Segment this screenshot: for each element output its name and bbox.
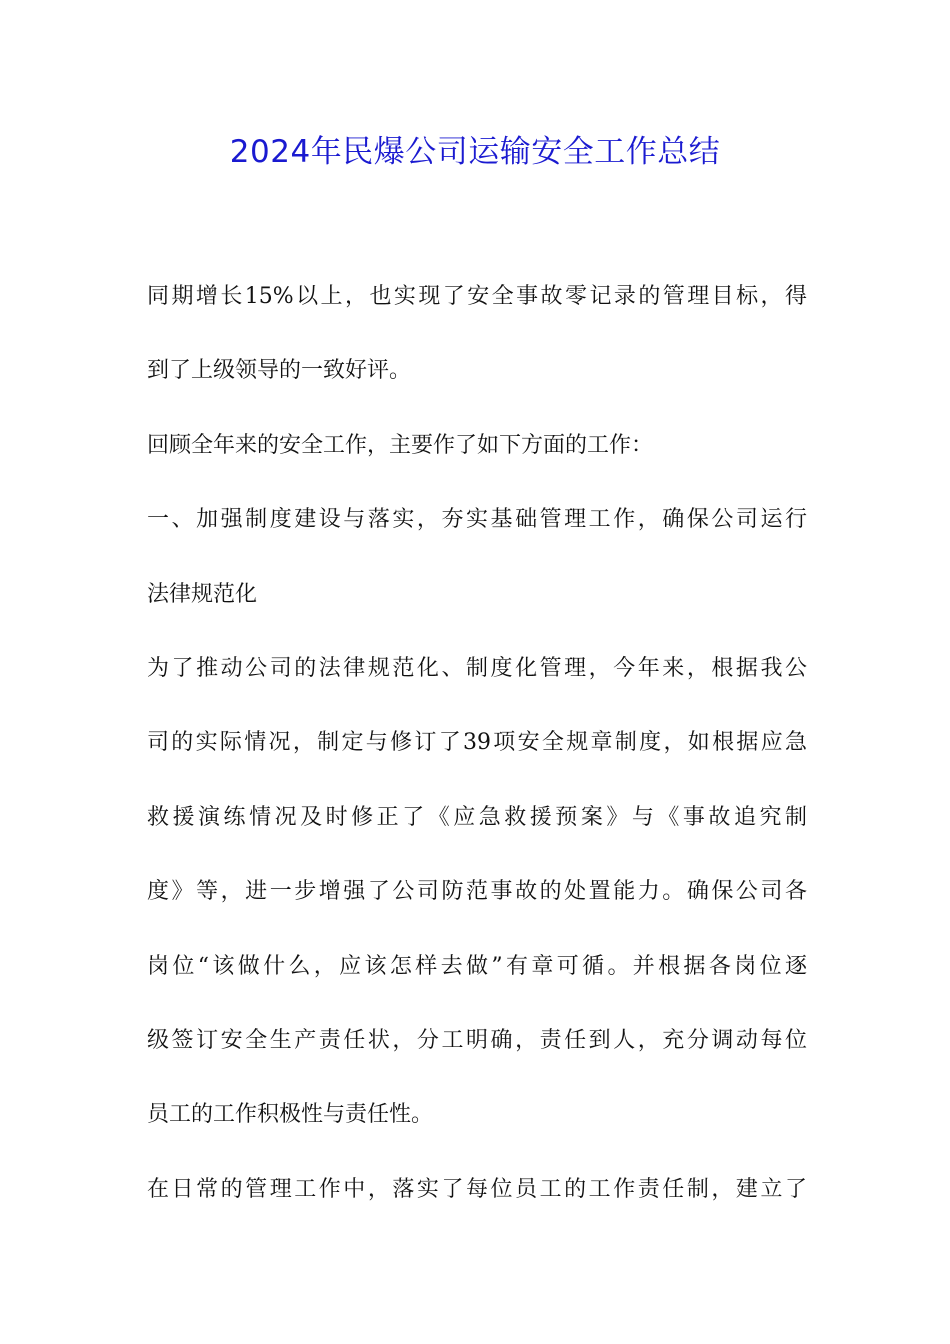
body-line: 在日常的管理工作中，落实了每位员工的工作责任制，建立了 <box>147 1176 807 1202</box>
body-line: 员工的工作积极性与责任性。 <box>147 1102 434 1128</box>
body-line: 级签订安全生产责任状，分工明确，责任到人，充分调动每位 <box>147 1027 807 1053</box>
body-line: 到了上级领导的一致好评。 <box>147 358 412 384</box>
body-line: 法律规范化 <box>147 581 258 607</box>
body-line: 司的实际情况，制定与修订了39项安全规章制度，如根据应急 <box>147 730 807 756</box>
body-line: 岗位“该做什么，应该怎样去做”有章可循。并根据各岗位逐 <box>147 953 807 979</box>
document-body <box>147 260 807 1227</box>
body-line: 回顾全年来的安全工作，主要作了如下方面的工作： <box>147 432 654 458</box>
document-title: 2024年民爆公司运输安全工作总结 <box>229 134 721 170</box>
body-line: 度》等，进一步增强了公司防范事故的处置能力。确保公司各 <box>147 879 807 905</box>
body-line: 为了推动公司的法律规范化、制度化管理，今年来，根据我公 <box>147 655 807 681</box>
body-line: 一、加强制度建设与落实，夯实基础管理工作，确保公司运行 <box>147 507 807 533</box>
body-line: 救援演练情况及时修正了《应急救援预案》与《事故追究制 <box>147 804 807 830</box>
body-line: 同期增长15%以上，也实现了安全事故零记录的管理目标，得 <box>147 284 807 309</box>
